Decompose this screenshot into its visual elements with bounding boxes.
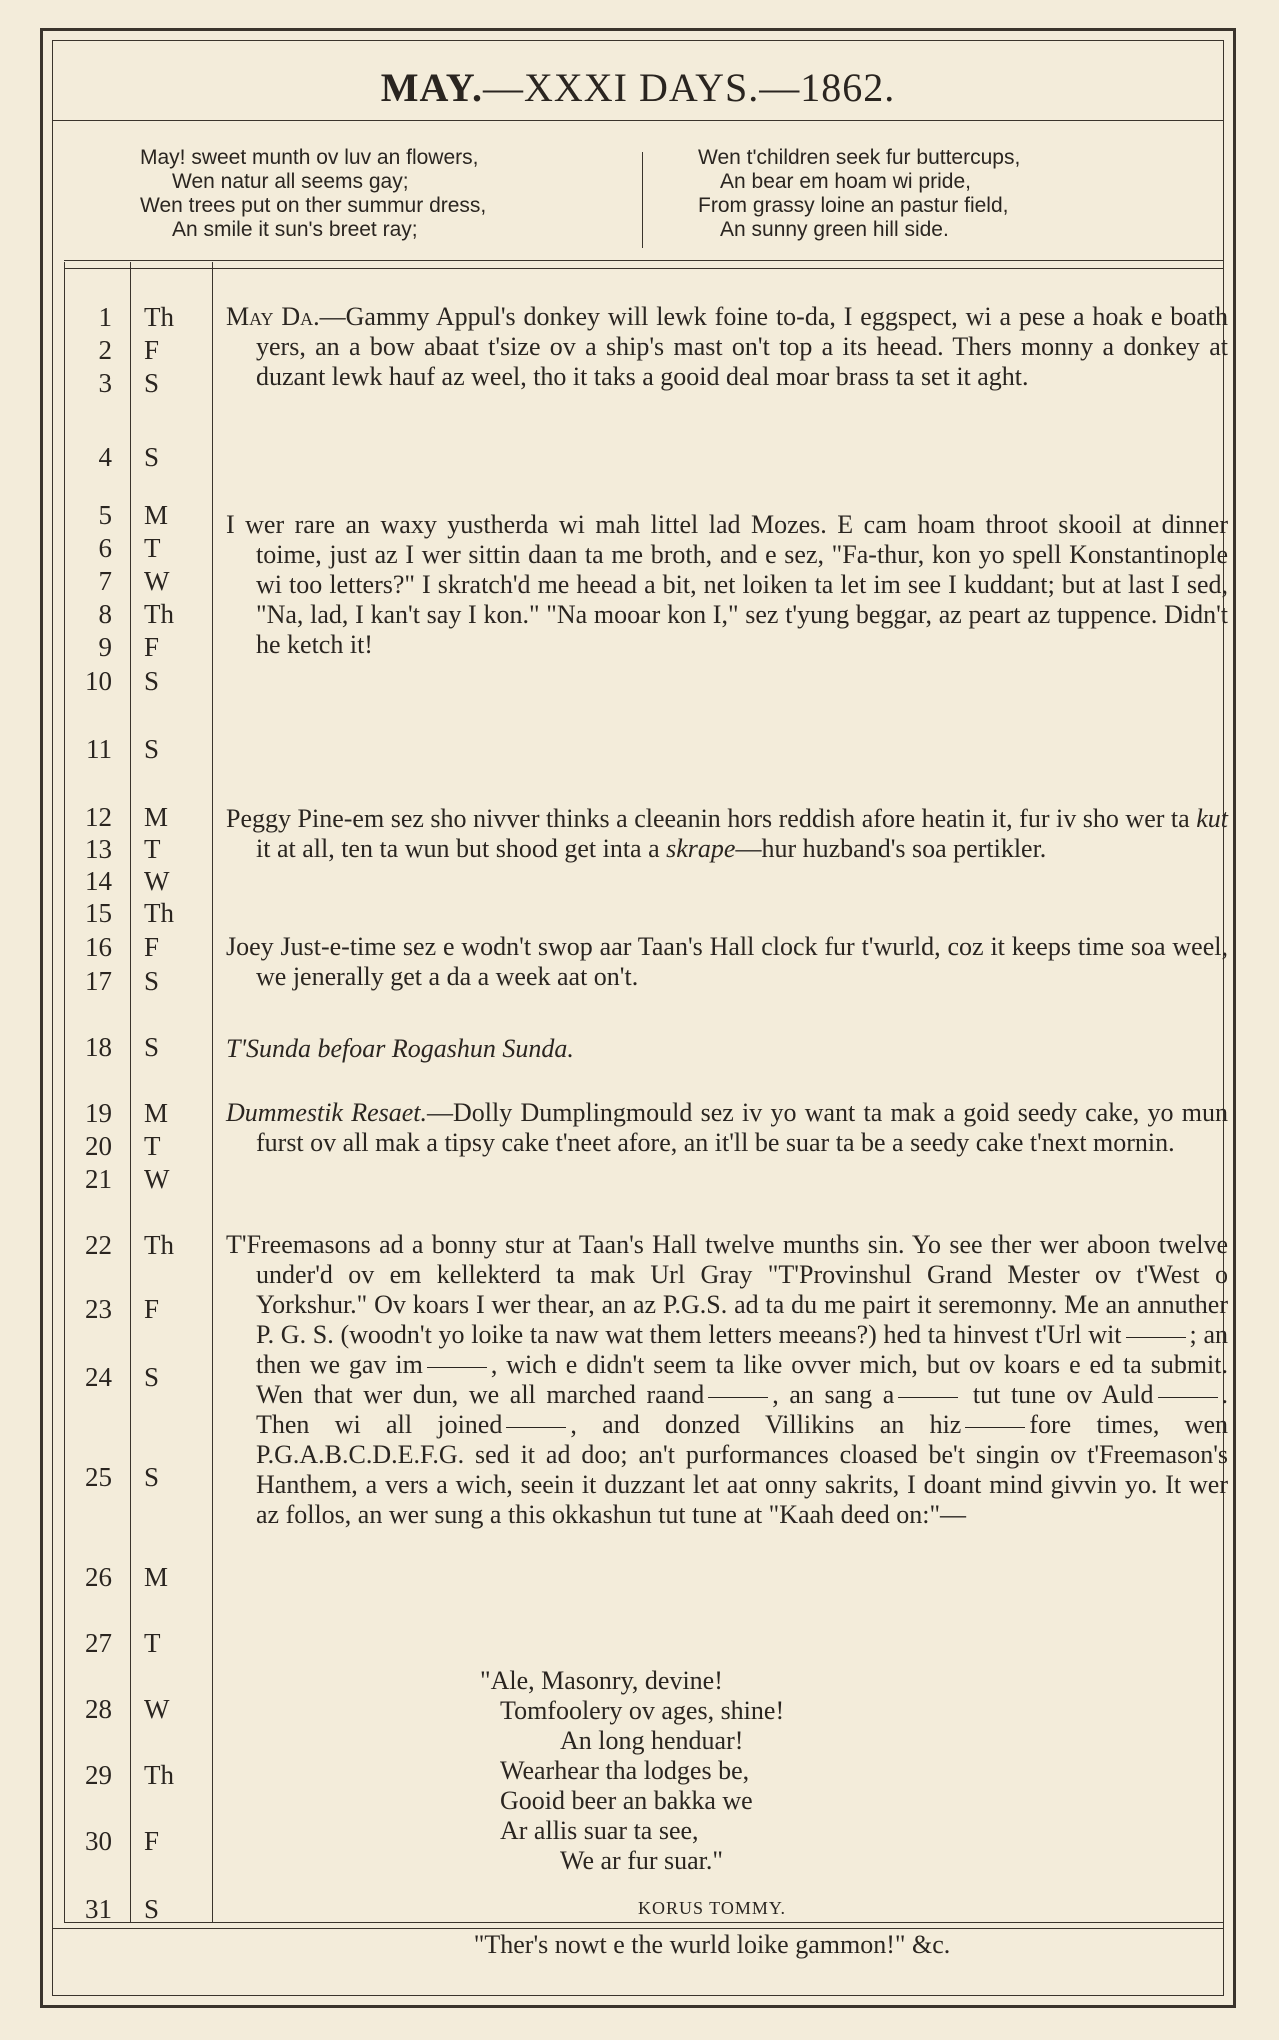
entry-text: , an sang a (772, 1380, 895, 1409)
entry-text: T'Freemasons ad a bonny stur at Taan's Hall twelve munths sin. Yo see ther wer aboon twelve under'd ov em kellekterd ta mak Url Gray "T'Provinshul Grand Mester ov t'West o Yorkshur." Ov koars I wer thear, an az P.G.S. ad ta du me pairt it seremonny. Me an annuther P. G. S. (woodn't yo loike ta naw wat them letters meeans?) hed ta hinvest t'Url wit (226, 1230, 1228, 1349)
title-rule (52, 120, 1224, 121)
day-number: 14 (85, 866, 112, 896)
entry-mozes (226, 510, 1228, 660)
footer-rule-2 (52, 1928, 1224, 1929)
day-number: 24 (85, 1362, 112, 1392)
entry-may-day (226, 302, 1228, 392)
entry-freemasons (226, 1230, 1228, 1530)
day-number: 17 (85, 966, 112, 996)
day-number: 26 (85, 1562, 112, 1592)
poem-line: An smile it sun's breet ray; (172, 218, 418, 241)
blank-dash (708, 1397, 768, 1398)
day-of-week: M (144, 1098, 169, 1128)
day-number: 13 (85, 834, 112, 864)
header-rule (64, 260, 1224, 261)
finale-line: "Ther's nowt e the wurld loike gammon!" &c. (473, 1930, 951, 1959)
verse-line: Gooid beer an bakka we (500, 1786, 753, 1815)
day-number: 25 (85, 1462, 112, 1492)
day-of-week: Th (144, 1760, 174, 1790)
poem-line: May! sweet munth ov luv an flowers, (140, 146, 479, 169)
day-of-week: F (144, 1294, 160, 1324)
day-of-week: S (144, 1462, 160, 1492)
entry-italic: kut (1196, 804, 1228, 833)
day-of-week: S (144, 666, 160, 696)
day-of-week: F (144, 1826, 160, 1856)
day-of-week: Th (144, 599, 174, 629)
entry-text: . Then wi all joined (256, 1380, 1228, 1439)
column-line-day (212, 262, 213, 1922)
day-number: 2 (98, 335, 112, 365)
entry-peggy (226, 804, 1228, 864)
day-of-week: S (144, 1032, 160, 1062)
header-rule-2 (64, 268, 1224, 269)
day-number: 9 (98, 632, 112, 662)
verse-line: We ar fur suar." (560, 1846, 724, 1875)
entry-text: —hur huzband's soa pertikler. (735, 834, 1047, 863)
poem-line: Wen trees put on ther summur dress, (140, 194, 487, 217)
day-number: 30 (85, 1826, 112, 1856)
poem-line: An sunny green hill side. (720, 218, 949, 241)
verse-line: An long henduar! (560, 1726, 744, 1755)
poem-line: Wen natur all seems gay; (172, 170, 409, 193)
day-of-week: S (144, 734, 160, 764)
day-number: 3 (98, 368, 112, 398)
entry-text: —Gammy Appul's donkey will lewk foine to-da, I eggspect, wi a pese a hoak e boath yers, an a bow abaat t'size ov a ship's mast on't top a its heead. Thers monny a donkey at duzant lewk hauf az weel, tho it taks a gooid deal moar brass ta set it aght. (256, 302, 1228, 391)
entry-text: ; an then we gav im (256, 1320, 1229, 1379)
day-of-week: S (144, 966, 160, 996)
day-of-week: M (144, 802, 169, 832)
day-number: 21 (85, 1164, 112, 1194)
day-number: 22 (85, 1230, 112, 1260)
day-of-week: S (144, 1362, 160, 1392)
page-title: MAY.—XXXI DAYS.—1862. (380, 65, 896, 110)
entry-text: , wich e didn't seem ta like ovver mich, but ov koars e ed ta submit. Wen that wer dun, we all marched raand (256, 1350, 1228, 1409)
poem-line: Wen t'children seek fur buttercups, (698, 146, 1021, 169)
day-number: 16 (85, 932, 112, 962)
entry-text: T'Sunda befoar Rogashun Sunda. (226, 1034, 574, 1063)
day-number: 12 (85, 802, 112, 832)
poem-line: From grassy loine an pastur field, (698, 194, 1009, 217)
day-of-week: S (144, 368, 160, 398)
day-of-week: W (144, 1164, 170, 1194)
blank-dash (1126, 1337, 1186, 1338)
blank-dash (427, 1367, 487, 1368)
verse-line: Wearhear tha lodges be, (500, 1756, 750, 1785)
entry-text: fore times, wen P.G.A.B.C.D.E.F.G. sed it ad doo; an't purformances cloased be't singin ov t'Freemason's Hanthem, a vers a wich, seein it duzzant let aat onny sakrits, I doant mind givvin yo. It wer az follos, an wer sung a this okkashun tut tune at "Kaah deed on:"— (256, 1410, 1228, 1529)
day-number: 11 (86, 734, 112, 764)
day-of-week: S (144, 1894, 160, 1924)
poem-divider (642, 152, 643, 248)
day-of-week: Th (144, 1230, 174, 1260)
blank-dash (965, 1427, 1025, 1428)
day-number: 27 (85, 1628, 112, 1658)
day-number: 28 (85, 1694, 112, 1724)
day-number: 20 (85, 1131, 112, 1161)
day-of-week: M (144, 500, 169, 530)
day-of-week: F (144, 335, 160, 365)
entry-text: it at all, ten ta wun but shood get inta a (256, 834, 667, 863)
entry-text: , and donzed Villikins an hiz (570, 1410, 962, 1439)
blank-dash (506, 1427, 566, 1428)
day-of-week: S (144, 442, 160, 472)
day-number: 4 (98, 442, 112, 472)
day-number: 23 (85, 1294, 112, 1324)
entry-text: tut tune ov Auld (972, 1380, 1154, 1409)
day-of-week: M (144, 1562, 169, 1592)
blank-dash (1158, 1397, 1218, 1398)
entry-dummestik (226, 1098, 1228, 1158)
verse-line: Ar allis suar ta see, (500, 1816, 699, 1845)
entry-text: Joey Just-e-time sez e wodn't swop aar Taan's Hall clock fur t'wurld, coz it keeps time soa weel, we jenerally get a da a week aat on't. (226, 932, 1228, 991)
day-of-week: Th (144, 898, 174, 928)
korus-label: KORUS TOMMY. (637, 1898, 787, 1918)
verse-line: Tomfoolery ov ages, shine! (500, 1696, 785, 1725)
day-of-week: W (144, 866, 170, 896)
day-number: 15 (85, 898, 112, 928)
day-of-week: W (144, 566, 170, 596)
footer-rule (64, 1922, 1224, 1923)
day-number: 5 (98, 500, 112, 530)
entry-joey (226, 932, 1228, 992)
column-line-number (130, 262, 131, 1922)
day-of-week: W (144, 1694, 170, 1724)
day-number: 1 (98, 302, 112, 332)
day-of-week: Th (144, 302, 174, 332)
poem-line: An bear em hoam wi pride, (720, 170, 971, 193)
poem-right (698, 146, 1020, 242)
entry-text: Peggy Pine-em sez sho nivver thinks a cleeanin hors reddish afore heatin it, fur iv sho wer ta (226, 804, 1197, 833)
day-of-week: T (144, 533, 161, 563)
verse-line: "Ale, Masonry, devine! (480, 1666, 723, 1695)
entry-text: —Dolly Dumplingmould sez iv yo want ta mak a goid seedy cake, yo mun furst ov all mak a tipsy cake t'neet afore, an it'll be suar ta be a seedy cake t'next mornin. (256, 1098, 1228, 1157)
day-number: 7 (98, 566, 112, 596)
day-number: 19 (85, 1098, 112, 1128)
day-number: 31 (85, 1894, 112, 1924)
day-number: 6 (98, 533, 112, 563)
entry-heading: Dummestik Resaet. (226, 1098, 428, 1127)
entry-text: I wer rare an waxy yustherda wi mah littel lad Mozes. E cam hoam throot skooil at dinner toime, just az I wer sittin daan ta me broth, and e sez, "Fa-thur, kon yo spell Konstantinople wi too letters?" I skratch'd me heead a bit, net loiken ta let im see I kuddant; but at last I sed, "Na, lad, I kan't say I kon." "Na mooar kon I," sez t'yung beggar, az peart az tuppence. Didn't he ketch it! (226, 510, 1228, 659)
day-of-week: T (144, 834, 161, 864)
day-number: 29 (85, 1760, 112, 1790)
day-number: 10 (85, 666, 112, 696)
day-of-week: T (144, 1628, 161, 1658)
day-of-week: F (144, 632, 160, 662)
day-of-week: F (144, 932, 160, 962)
day-of-week: T (144, 1131, 161, 1161)
day-number: 8 (98, 599, 112, 629)
day-number: 18 (85, 1032, 112, 1062)
poem-left (140, 146, 486, 242)
entry-sunda (226, 1034, 1198, 1064)
entry-italic: skrape (666, 834, 736, 863)
entry-heading: May Da. (226, 302, 320, 331)
blank-dash (898, 1397, 958, 1398)
